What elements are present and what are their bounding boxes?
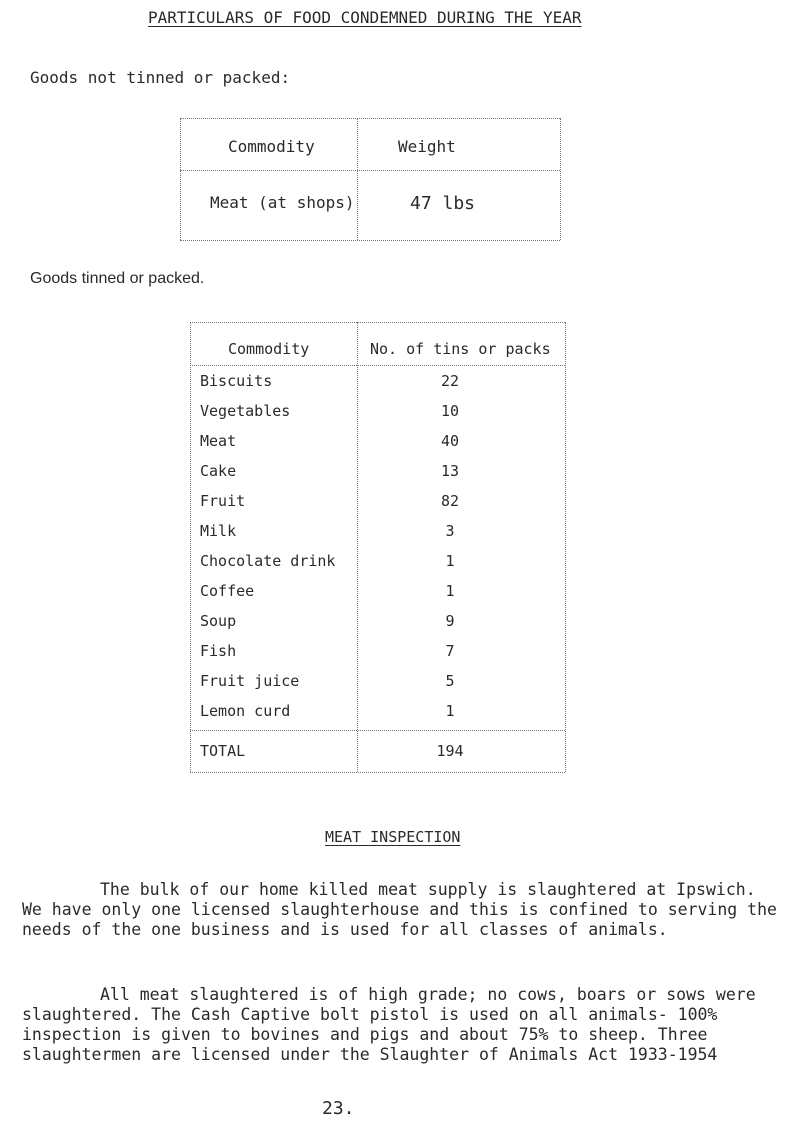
table-row-commodity: Meat	[200, 432, 237, 450]
untinned-row-weight: 47 lbs	[410, 193, 476, 214]
table-row-count: 9	[445, 612, 455, 630]
table-row-commodity: Coffee	[200, 582, 255, 600]
table-row-commodity: Soup	[200, 612, 237, 630]
meat-inspection-heading: MEAT INSPECTION	[325, 828, 461, 846]
untinned-heading: Goods not tinned or packed:	[30, 68, 291, 87]
table-row-count: 13	[440, 462, 460, 480]
page-title: PARTICULARS OF FOOD CONDEMNED DURING THE YEAR	[148, 8, 582, 27]
table-row-count: 3	[445, 522, 455, 540]
table-row-count: 1	[445, 702, 455, 720]
tinned-col-count: No. of tins or packs	[370, 340, 551, 358]
meat-inspection-para2: All meat slaughtered is of high grade; no cows, boars or sows were slaughtered. The Cash Captive bolt pistol is used on all animals- 100% inspection is given to bovines and pigs and about 75% to sheep. Three slaughtermen are licensed under the Slaughter of Animals Act 1933-1954	[22, 985, 756, 1064]
page-number: 23.	[322, 1098, 355, 1119]
table-row-count: 5	[445, 672, 455, 690]
table-row-count: 82	[440, 492, 460, 510]
table-row-commodity: Chocolate drink	[200, 552, 336, 570]
total-value: 194	[436, 742, 464, 760]
table-row-count: 1	[445, 552, 455, 570]
table-row-count: 1	[445, 582, 455, 600]
untinned-col-weight: Weight	[398, 137, 456, 156]
table-row-count: 7	[445, 642, 455, 660]
table-row-commodity: Vegetables	[200, 402, 291, 420]
table-row-count: 22	[440, 372, 460, 390]
table-row-commodity: Lemon curd	[200, 702, 291, 720]
table-row-commodity: Milk	[200, 522, 237, 540]
total-label: TOTAL	[200, 742, 246, 760]
table-row-commodity: Fish	[200, 642, 237, 660]
meat-inspection-para1: The bulk of our home killed meat supply is slaughtered at Ipswich. We have only one licensed slaughterhouse and this is confined to serving the needs of the one business and is used for all classes of animals.	[22, 880, 777, 939]
table-row-commodity: Fruit juice	[200, 672, 300, 690]
tinned-col-commodity: Commodity	[228, 340, 310, 358]
table-row-commodity: Fruit	[200, 492, 246, 510]
table-row-count: 10	[440, 402, 460, 420]
table-row-commodity: Cake	[200, 462, 237, 480]
table-row-commodity: Biscuits	[200, 372, 273, 390]
tinned-heading: Goods tinned or packed.	[30, 270, 205, 287]
untinned-col-commodity: Commodity	[228, 137, 315, 156]
untinned-row-commodity: Meat (at shops)	[210, 193, 355, 212]
table-row-count: 40	[440, 432, 460, 450]
